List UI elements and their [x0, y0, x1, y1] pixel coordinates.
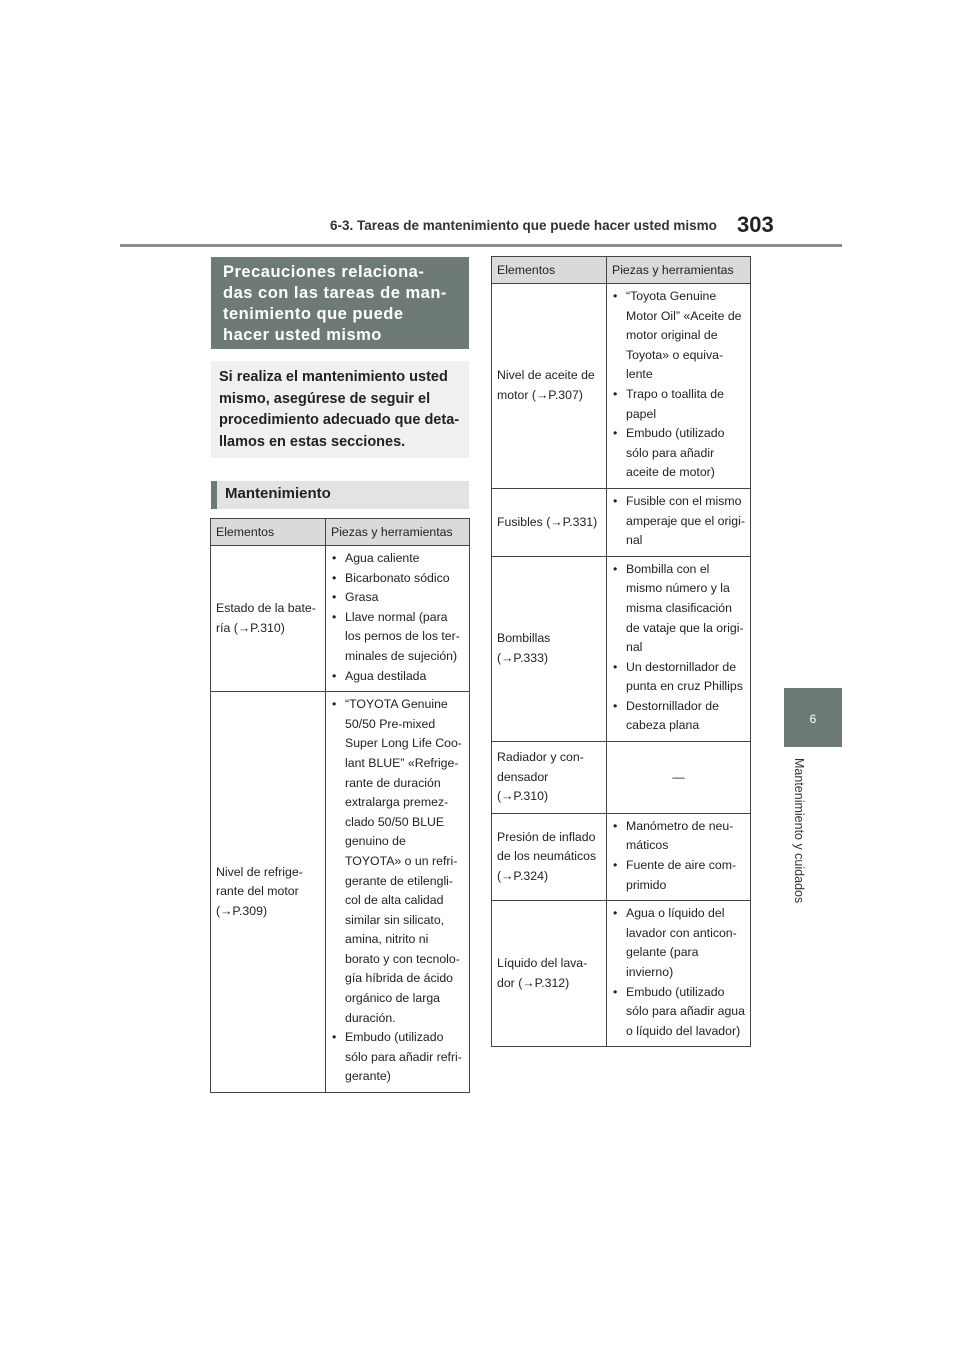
- text-line: nal: [626, 640, 643, 655]
- tool-item: [610, 817, 746, 856]
- text-line: motor original de: [626, 328, 718, 343]
- tools-list: [329, 695, 465, 1087]
- tool-item: [610, 658, 746, 697]
- text-line: cabeza plana: [626, 718, 700, 733]
- table-header-row: [211, 519, 470, 546]
- text-line: Fusible con el mismo: [626, 493, 742, 508]
- tools-cell: [607, 488, 751, 556]
- text-line: papel: [626, 406, 657, 421]
- tool-item: [329, 1028, 465, 1087]
- item-cell: [492, 813, 607, 900]
- text-line: máticos: [626, 838, 669, 853]
- text-line: rante de duración: [345, 775, 441, 790]
- tool-item: [610, 983, 746, 1042]
- table-row: [492, 813, 751, 900]
- text-line: extralarga premez-: [345, 795, 449, 810]
- text-line: Embudo (utilizado: [345, 1030, 444, 1045]
- text-line: similar sin silicato,: [345, 912, 445, 927]
- text-line: orgánico de larga: [345, 991, 441, 1006]
- text-line: Nivel de aceite de: [497, 368, 595, 383]
- text-line: “TOYOTA Genuine: [345, 697, 448, 712]
- text-line: (→P.324): [497, 868, 549, 883]
- maintenance-table-right: [491, 256, 751, 1047]
- chapter-number: 6: [809, 712, 817, 726]
- text-line: Un destornillador de: [626, 659, 737, 674]
- text-line: genuino de: [345, 834, 406, 849]
- text-line: Nivel de refrige-: [216, 864, 303, 879]
- item-cell: [211, 692, 326, 1093]
- maintenance-heading-text: Mantenimiento: [225, 485, 331, 502]
- text-line: misma clasificación: [626, 600, 732, 615]
- text-line: “Toyota Genuine: [626, 289, 717, 303]
- text-line: Motor Oil” «Aceite de: [626, 308, 742, 323]
- intro-box: [211, 361, 469, 458]
- text-line: (→P.310): [497, 789, 549, 804]
- tool-item: [329, 549, 465, 569]
- tool-item: [329, 608, 465, 667]
- maintenance-heading: [211, 481, 469, 509]
- precautions-title: [211, 257, 469, 346]
- intro-line: procedimiento adecuado que deta-: [219, 412, 460, 428]
- text-line: o líquido del lavador): [626, 1023, 741, 1038]
- text-line: invierno): [626, 965, 674, 979]
- table-header-row: [492, 257, 751, 284]
- text-line: gía híbrida de ácido: [345, 971, 454, 986]
- text-line: Trapo o toallita de: [626, 386, 724, 401]
- item-cell: [492, 742, 607, 814]
- text-line: amperaje que el origi-: [626, 513, 745, 528]
- text-line: punta en cruz Phillips: [626, 679, 743, 694]
- tool-item: [610, 856, 746, 895]
- item-cell: [492, 284, 607, 489]
- tool-item: [610, 697, 746, 736]
- text-line: Agua caliente: [345, 551, 420, 565]
- text-line: lavador con anticon-: [626, 925, 737, 940]
- text-line: Super Long Life Coo-: [345, 736, 462, 751]
- text-line: amina, nitrito ni: [345, 932, 429, 947]
- table-body: [492, 284, 751, 1047]
- header-elementos: Elementos: [492, 257, 607, 284]
- dash-mark: —: [672, 769, 685, 784]
- text-line: (→P.309): [216, 903, 268, 918]
- text-line: clado 50/50 BLUE: [345, 814, 445, 829]
- intro-line: mismo, asegúrese de seguir el: [219, 390, 431, 407]
- table-row: [492, 284, 751, 489]
- table-body: [211, 546, 470, 1093]
- tools-cell: [607, 556, 751, 741]
- tool-item: [329, 695, 465, 1028]
- precautions-title-line: das con las tareas de man-: [223, 284, 447, 302]
- table-row: [211, 692, 470, 1093]
- text-line: gerante de etilengli-: [345, 873, 454, 888]
- text-line: (→P.333): [497, 650, 549, 665]
- text-line: densador: [497, 769, 549, 784]
- tool-item: [610, 385, 746, 424]
- table-row: [492, 488, 751, 556]
- text-line: Líquido del lava-: [497, 956, 588, 971]
- precautions-title-line: Precauciones relaciona-: [223, 263, 425, 281]
- precautions-title-line: tenimiento que puede: [223, 305, 404, 323]
- text-line: primido: [626, 877, 667, 892]
- tools-list: [610, 904, 746, 1041]
- text-line: Presión de inflado: [497, 829, 596, 844]
- tools-cell: [607, 742, 751, 814]
- header-piezas: Piezas y herramientas: [326, 519, 470, 546]
- text-line: Radiador y con-: [497, 750, 584, 765]
- text-line: gelante (para: [626, 945, 699, 960]
- text-line: los pernos de los ter-: [345, 629, 460, 644]
- text-line: Fusibles (→P.331): [497, 514, 598, 529]
- text-line: duración.: [345, 1010, 396, 1025]
- tool-item: [329, 667, 465, 687]
- text-line: gerante): [345, 1069, 391, 1084]
- text-line: aceite de motor): [626, 465, 715, 480]
- tools-list: [610, 492, 746, 551]
- tool-item: [329, 588, 465, 608]
- text-line: dor (→P.312): [497, 975, 570, 990]
- text-line: Bombilla con el: [626, 561, 710, 576]
- tool-item: [610, 560, 746, 658]
- precautions-title-line: hacer usted mismo: [223, 326, 382, 344]
- text-line: nal: [626, 533, 643, 548]
- text-line: de vataje que la origi-: [626, 620, 744, 635]
- intro-line: Si realiza el mantenimiento usted: [219, 369, 448, 385]
- text-line: Embudo (utilizado: [626, 426, 725, 441]
- text-line: TOYOTA» o un refri-: [345, 853, 458, 868]
- text-line: de los neumáticos: [497, 849, 597, 864]
- intro-line: llamos en estas secciones.: [219, 433, 406, 450]
- header-piezas: Piezas y herramientas: [607, 257, 751, 284]
- section-title: 6-3. Tareas de mantenimiento que puede hacer usted mismo: [330, 218, 717, 233]
- text-line: Destornillador de: [626, 698, 719, 713]
- text-line: lente: [626, 367, 653, 382]
- header-divider: [120, 244, 842, 247]
- tools-cell: [607, 813, 751, 900]
- item-cell: [492, 901, 607, 1047]
- text-line: Manómetro de neu-: [626, 818, 734, 833]
- text-line: Bombillas: [497, 631, 551, 646]
- table-row: [492, 901, 751, 1047]
- intro-text: [211, 361, 469, 453]
- text-line: minales de sujeción): [345, 648, 458, 663]
- chapter-label: Mantenimiento y cuidados: [792, 758, 806, 904]
- tool-item: [329, 569, 465, 589]
- text-line: Toyota» o equiva-: [626, 347, 724, 362]
- table-row: [211, 546, 470, 692]
- precautions-title-box: [211, 257, 469, 349]
- text-line: ría (→P.310): [216, 620, 285, 635]
- text-line: borato y con tecnolo-: [345, 951, 460, 966]
- text-line: sólo para añadir agua: [626, 1004, 745, 1019]
- tools-list: [610, 560, 746, 736]
- tools-cell: [326, 692, 470, 1093]
- tools-list: [610, 817, 746, 895]
- text-line: Grasa: [345, 590, 379, 605]
- text-line: Estado de la bate-: [216, 600, 316, 615]
- text-line: Fuente de aire com-: [626, 858, 737, 873]
- maintenance-table-left: [210, 518, 470, 1093]
- text-line: Embudo (utilizado: [626, 984, 725, 999]
- item-cell: [492, 556, 607, 741]
- text-line: Bicarbonato sódico: [345, 570, 450, 585]
- text-line: sólo para añadir refri-: [345, 1049, 462, 1064]
- item-cell: [492, 488, 607, 556]
- tool-item: [610, 492, 746, 551]
- heading-accent-bar: [211, 481, 217, 509]
- text-line: 50/50 Pre-mixed: [345, 716, 436, 731]
- table-row: [492, 742, 751, 814]
- tools-cell: [607, 901, 751, 1047]
- text-line: rante del motor: [216, 884, 299, 899]
- tools-cell: [326, 546, 470, 692]
- tool-item: [610, 904, 746, 982]
- item-cell: [211, 546, 326, 692]
- tools-list: [610, 287, 746, 483]
- text-line: col de alta calidad: [345, 893, 444, 908]
- tool-item: [610, 287, 746, 385]
- tools-cell: [607, 284, 751, 489]
- text-line: Agua destilada: [345, 668, 427, 683]
- text-line: Agua o líquido del: [626, 906, 725, 921]
- text-line: sólo para añadir: [626, 445, 715, 460]
- tools-list: [329, 549, 465, 686]
- text-line: mismo número y la: [626, 581, 730, 596]
- text-line: motor (→P.307): [497, 387, 583, 402]
- tool-item: [610, 424, 746, 483]
- text-line: lant BLUE” «Refrige-: [345, 755, 459, 770]
- header-elementos: Elementos: [211, 519, 326, 546]
- text-line: Llave normal (para: [345, 609, 448, 624]
- chapter-tab: [784, 688, 842, 747]
- page-number: 303: [737, 212, 774, 237]
- table-row: [492, 556, 751, 741]
